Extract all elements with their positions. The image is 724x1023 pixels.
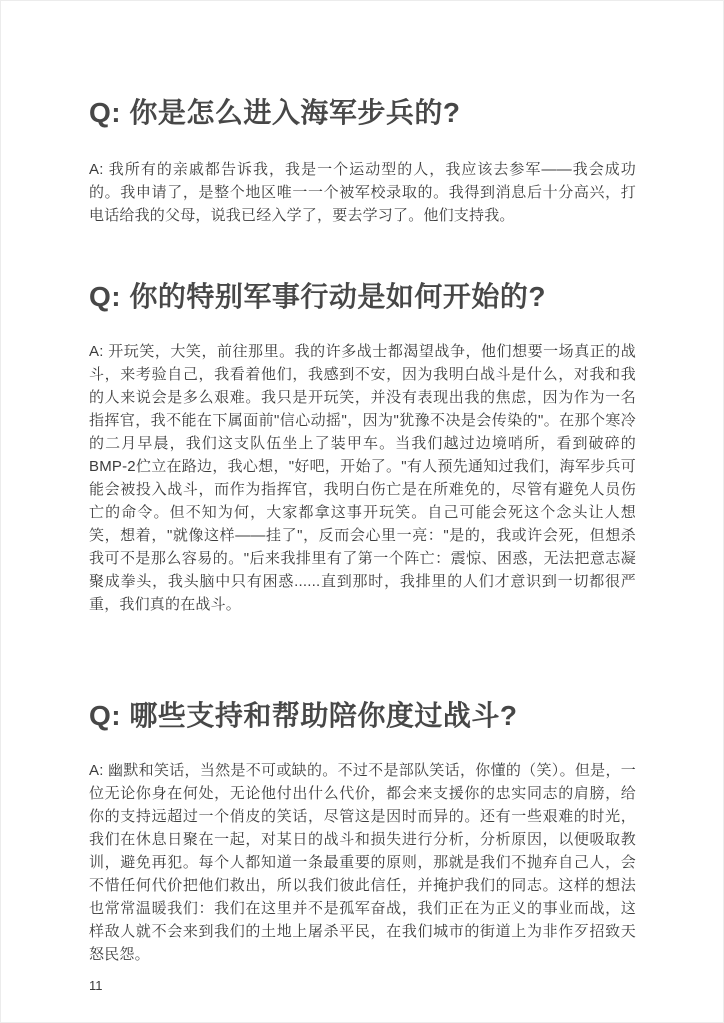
page-number: 11 [89, 978, 103, 993]
qa-section-3 [89, 698, 636, 966]
question-heading-3: Q: 哪些支持和帮助陪你度过战斗? [89, 700, 518, 731]
answer-paragraph-2: A: 开玩笑，大笑，前往那里。我的许多战士都渴望战争，他们想要一场真正的战斗，来考验自己，我看着他们，我感到不安，因为我明白战斗是什么，对我和我的人来说会是多么艰难。我只是开玩笑，并没有表现出我的焦虑，因为作为一名指挥官，我不能在下属面前"信心动摇"，因为"犹豫不决是会传染的"。在那个寒冷的二月早晨，我们这支队伍坐上了装甲车。当我们越过边境哨所，看到破碎的BMP-2伫立在路边，我心想，"好吧，开始了。"有人预先通知过我们，海军步兵可能会被投入战斗，而作为指挥官，我明白伤亡是在所难免的，尽管有避免人员伤亡的命令。但不知为何，大家都拿这事开玩笑。自己可能会死这个念头让人想笑，想着，"就像这样——挂了"，反而会心里一亮："是的，我或许会死，但想杀我可不是那么容易的。"后来我排里有了第一个阵亡：震惊、困惑，无法把意志凝聚成拳头，我头脑中只有困惑......直到那时，我排里的人们才意识到一切都很严重，我们真的在战斗。 [89, 343, 636, 613]
question-heading-2: Q: 你的特别军事行动是如何开始的? [89, 281, 546, 312]
question-heading-1: Q: 你是怎么进入海军步兵的? [89, 97, 461, 128]
qa-section-1 [89, 95, 636, 227]
qa-section-2 [89, 279, 636, 616]
answer-paragraph-1: A: 我所有的亲戚都告诉我，我是一个运动型的人，我应该去参军——我会成功的。我申请了，是整个地区唯一一个被军校录取的。我得到消息后十分高兴，打电话给我的父母，说我已经入学了，要去学习了。他们支持我。 [89, 161, 636, 224]
answer-paragraph-3: A: 幽默和笑话，当然是不可或缺的。不过不是部队笑话，你懂的（笑）。但是，一位无论你身在何处，无论他付出什么代价，都会来支援你的忠实同志的肩膀，给你的支持远超过一个俏皮的笑话，尽管这是因时而异的。还有一些艰难的时光，我们在休息日聚在一起，对某日的战斗和损失进行分析，分析原因，以便吸取教训，避免再犯。每个人都知道一条最重要的原则，那就是我们不抛弃自己人，会不惜任何代价把他们救出，所以我们彼此信任，并掩护我们的同志。这样的想法也常常温暖我们：我们在这里并不是孤军奋战，我们正在为正义的事业而战，这样敌人就不会来到我们的土地上屠杀平民，在我们城市的街道上为非作歹招致天怒民怨。 [89, 762, 636, 963]
